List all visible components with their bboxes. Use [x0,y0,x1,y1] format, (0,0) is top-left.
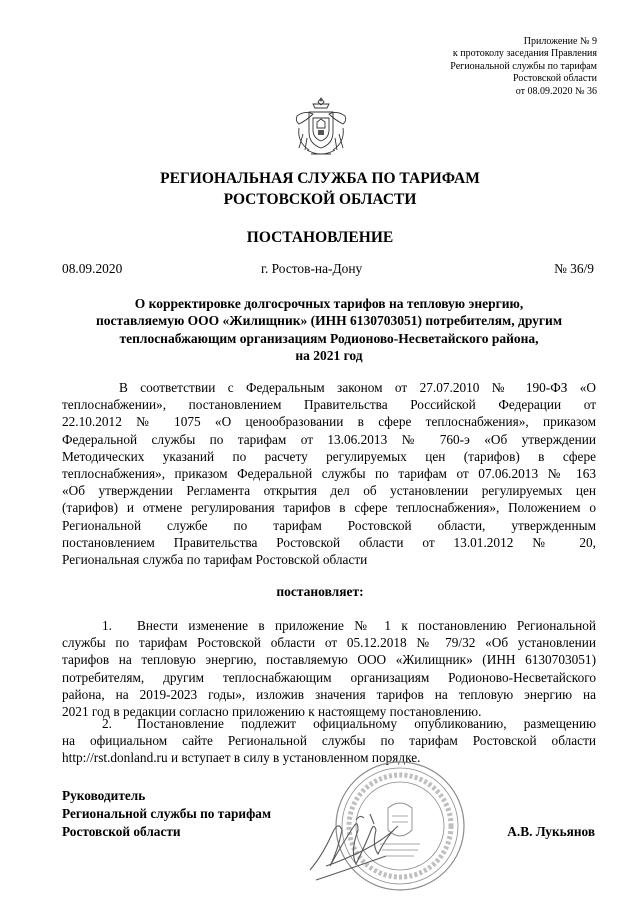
title-line: поставляемую ООО «Жилищник» (ИНН 6130703051) потребителям, другим [95,313,563,329]
text-line: Региональная служба по тарифам Ростовской области [62,552,368,568]
organization-line: РОСТОВСКОЙ ОБЛАСТИ [223,191,417,208]
resolution-item [62,617,596,720]
item-number: 2. [102,716,112,731]
appendix-line: Ростовской области [513,73,597,85]
title-line: теплоснабжающим организациям Родионово-Несветайского района, [119,330,539,346]
text-line [62,617,596,634]
text-line: теплоснабжении», постановлением Правительства Российской Федерации от [62,397,596,413]
signatory-title-line: Ростовской области [62,824,181,839]
document-date: 08.09.2020 [62,261,123,276]
text-line: на официальном сайте Региональной службы по тарифам Ростовской области [62,733,596,749]
text-line: теплоснабжения», приказом Федеральной службы по тарифам от 07.06.2013 № 163 [62,466,596,482]
document-number: № 36/9 [554,261,594,276]
resolves-heading: постановляет: [276,584,364,599]
official-seal-icon [296,748,468,904]
text-line: «Об утверждении Регламента открытия дел об установлении регулируемых цен [62,483,596,499]
organization-name [0,168,640,210]
signatory-title [62,787,322,841]
text-line: http://rst.donland.ru и вступает в силу в установленном порядке. [62,750,421,766]
signatory-title-line: Руководитель [62,788,146,803]
appendix-note [377,36,597,98]
appendix-line: Региональной службы по тарифам [450,60,597,72]
coat-of-arms-icon [289,94,353,160]
text-line: 2021 год в редакции согласно приложению к настоящему постановлению. [62,704,482,720]
text-line: постановлением Правительства Ростовской области от 13.01.2012 № 20, [62,534,596,550]
document-type: ПОСТАНОВЛЕНИЕ [246,229,394,246]
text-line: Региональной службе по тарифам Ростовской области, утвержденным [62,517,596,533]
item-text: Внести изменение в приложение № 1 к постановлению Региональной [137,618,596,633]
text-line: Федеральной службы по тарифам от 13.06.2013 № 760-э «Об утверждении [62,431,596,447]
preamble-paragraph [62,379,596,568]
appendix-line: Приложение № 9 [523,36,597,47]
text-line: В соответствии с Федеральным законом от 27.07.2010 № 190-ФЗ «О [119,380,596,395]
text-line: (тарифов) и отмене регулирования тарифов в сфере теплоснабжения», Положением о [62,500,596,516]
text-line: потребителям, другим теплоснабжающим организациям Родионово-Несветайского [62,669,596,685]
text-line: района, на 2019-2023 годы», изложив значения тарифов на тепловую энергию на [62,686,596,702]
text-line: 22.10.2012 № 1075 «О ценообразовании в сфере теплоснабжения», приказом [62,414,596,430]
appendix-line: от 08.09.2020 № 36 [515,85,597,97]
organization-line: РЕГИОНАЛЬНАЯ СЛУЖБА ПО ТАРИФАМ [160,170,480,187]
text-line: службы по тарифам Ростовской области от 05.12.2018 № 79/32 «Об установлении [62,635,596,651]
title-line: на 2021 год [295,348,363,364]
item-number: 1. [102,618,112,633]
appendix-line: к протоколу заседания Правления [452,48,597,60]
document-city: г. Ростов-на-Дону [261,261,363,276]
text-line: тарифов на тепловую энергию, поставляемую ООО «Жилищник» (ИНН 6130703051) [62,652,596,668]
title-line: О корректировке долгосрочных тарифов на тепловую энергию, [134,296,524,311]
signatory-name: А.В. Лукьянов [507,824,595,839]
document-title [62,295,596,365]
document-meta [62,260,594,278]
text-line: Методических указаний по расчету регулируемых цен (тарифов) в сфере [62,448,596,464]
text-line [62,715,596,732]
signatory-title-line: Региональной службы по тарифам [62,806,272,821]
item-text: Постановление подлежит официальному опубликованию, размещению [137,716,596,731]
